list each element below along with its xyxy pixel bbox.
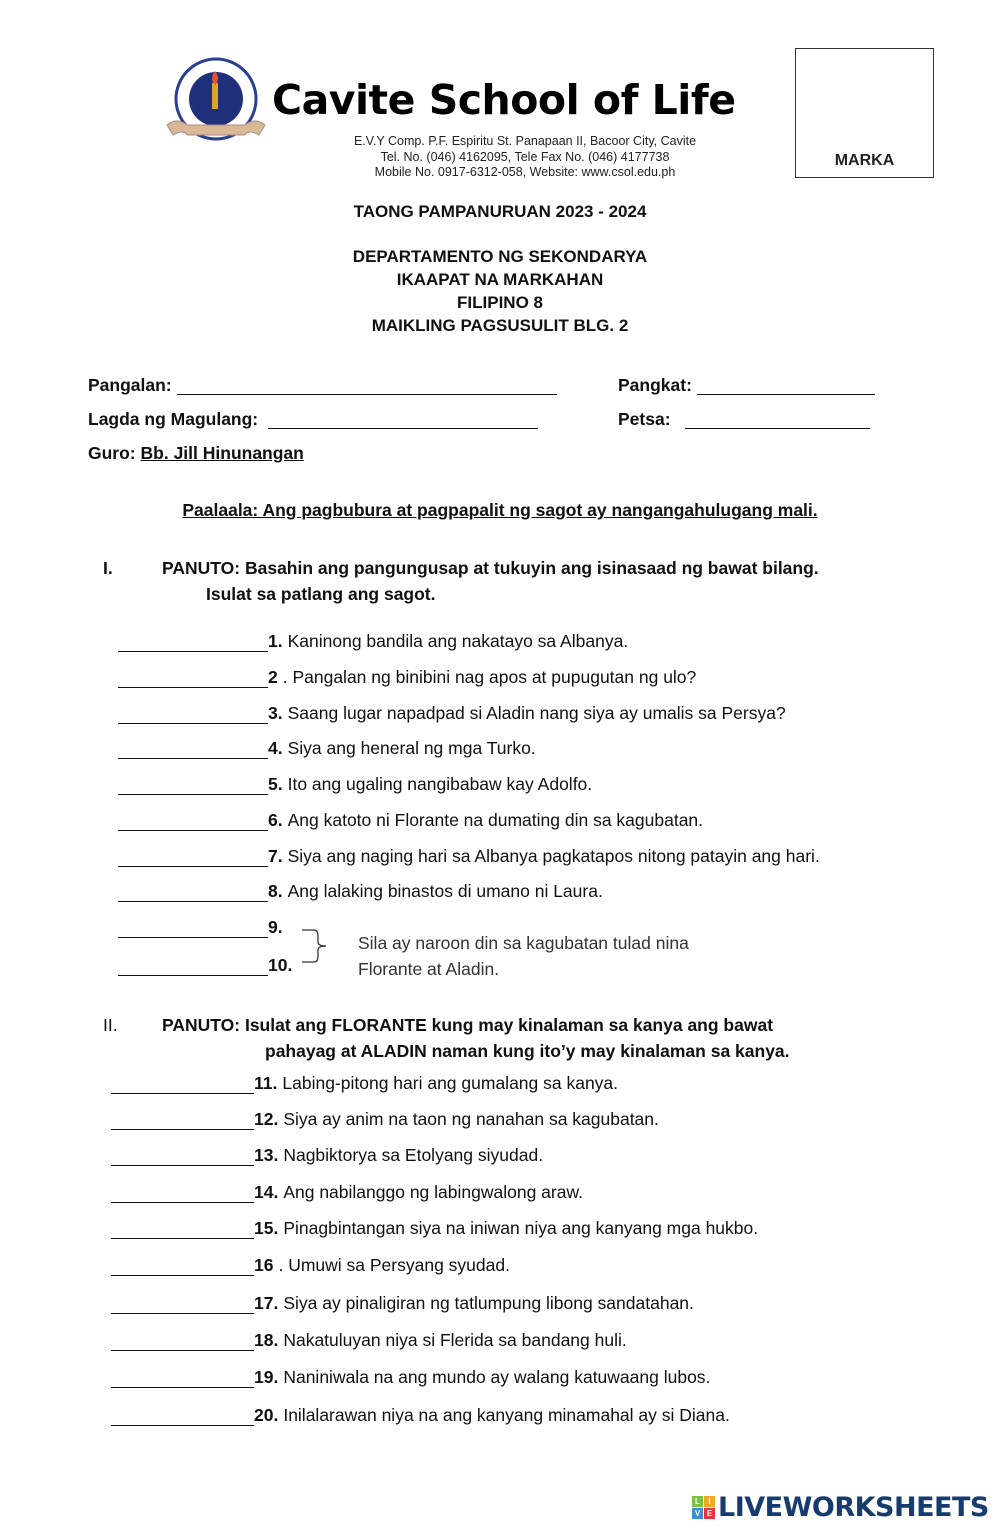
question-item: [118, 666, 696, 688]
question-item: [118, 702, 786, 724]
question-number: 16: [254, 1255, 274, 1275]
question-item: [111, 1144, 543, 1166]
section-input[interactable]: [697, 377, 875, 395]
question-text: Siya ang heneral ng mga Turko.: [287, 738, 536, 758]
reminder: Paalaala: Ang pagbubura at pagpapalit ng sagot ay nangangahulugang mali.: [182, 500, 818, 520]
question-text: Ito ang ugaling nangibabaw kay Adolfo.: [287, 774, 593, 794]
question-item: [118, 880, 603, 902]
question-item: [111, 1072, 618, 1094]
question-item: [111, 1366, 710, 1388]
answer-blank[interactable]: [111, 1256, 254, 1276]
question-item: [111, 1292, 694, 1314]
question-text: Pinagbintangan siya na iniwan niya ang kanyang mga hukbo.: [283, 1218, 759, 1238]
question-text: . Umuwi sa Persyang syudad.: [278, 1255, 510, 1275]
name-label: Pangalan:: [88, 375, 172, 395]
answer-blank[interactable]: [118, 847, 268, 867]
part2-instruction-line: PANUTO: Isulat ang FLORANTE kung may kinalaman sa kanya ang bawat: [162, 1015, 774, 1035]
answer-blank[interactable]: [118, 632, 268, 652]
question-item: [118, 954, 297, 976]
question-number: 8.: [268, 881, 283, 901]
question-text: Kaninong bandila ang nakatayo sa Albanya.: [287, 631, 629, 651]
question-text: Siya ay anim na taon ng nanahan sa kagubatan.: [283, 1109, 659, 1129]
part1-instruction-line: Isulat sa patlang ang sagot.: [206, 584, 436, 604]
question-item: [111, 1254, 510, 1276]
answer-blank[interactable]: [111, 1183, 254, 1203]
answer-blank[interactable]: [111, 1368, 254, 1388]
question-item: [111, 1404, 730, 1426]
answer-blank[interactable]: [111, 1074, 254, 1094]
answer-blank[interactable]: [118, 704, 268, 724]
parent-signature-label: Lagda ng Magulang:: [88, 409, 259, 429]
question-text: Nakatuluyan niya si Flerida sa bandang huli.: [283, 1330, 627, 1350]
question-text: Inilalarawan niya na ang kanyang minamahal ay si Diana.: [283, 1405, 730, 1425]
part2-instructions: [162, 1012, 790, 1064]
question-number: 1.: [268, 631, 283, 651]
name-field: [88, 375, 557, 396]
question-text: Sila ay naroon din sa kagubatan tulad nina: [358, 933, 689, 953]
parent-signature-input[interactable]: [268, 411, 538, 429]
school-address: [340, 134, 710, 181]
question-number: 2: [268, 667, 278, 687]
bracket-icon: [300, 928, 330, 968]
question-number: 13.: [254, 1145, 279, 1165]
question-number: 17.: [254, 1293, 279, 1313]
question-number: 11.: [254, 1073, 278, 1093]
question-number: 6.: [268, 810, 283, 830]
exam-title: [0, 245, 1000, 337]
section-field: [618, 375, 875, 396]
answer-blank[interactable]: [111, 1219, 254, 1239]
date-field: [618, 409, 870, 430]
watermark-text: LIVEWORKSHEETS: [718, 1492, 989, 1523]
question-number: 19.: [254, 1367, 279, 1387]
live-badge-icon: L I V E: [692, 1496, 715, 1519]
question-text: Labing-pitong hari ang gumalang sa kanya.: [282, 1073, 619, 1093]
quarter: IKAAPAT NA MARKAHAN: [396, 270, 604, 289]
question-number: 15.: [254, 1218, 279, 1238]
school-year: TAONG PAMPANURUAN 2023 - 2024: [353, 202, 647, 221]
question-number: 7.: [268, 846, 283, 866]
answer-blank[interactable]: [111, 1331, 254, 1351]
part1-instructions: [162, 555, 819, 607]
answer-blank[interactable]: [111, 1146, 254, 1166]
answer-blank[interactable]: [118, 668, 268, 688]
teacher-name: Bb. Jill Hinunangan: [140, 443, 304, 463]
question-item: [118, 845, 820, 867]
question-number: 12.: [254, 1109, 279, 1129]
question-text: Ang katoto ni Florante na dumating din sa kagubatan.: [287, 810, 704, 830]
question-item: [111, 1108, 659, 1130]
answer-blank[interactable]: [111, 1110, 254, 1130]
question-item: [111, 1181, 583, 1203]
phone-line: Tel. No. (046) 4162095, Tele Fax No. (046) 4177738: [380, 149, 670, 164]
school-logo: [165, 55, 267, 147]
quiz-number: MAIKLING PAGSUSULIT BLG. 2: [371, 316, 629, 335]
question-item: [118, 916, 288, 938]
question-number: 18.: [254, 1330, 279, 1350]
department: DEPARTAMENTO NG SEKONDARYA: [352, 247, 648, 266]
answer-blank[interactable]: [118, 956, 268, 976]
question-text: Nagbiktorya sa Etolyang siyudad.: [283, 1145, 544, 1165]
subject: FILIPINO 8: [457, 293, 543, 312]
question-number: 20.: [254, 1405, 279, 1425]
question-number: 4.: [268, 738, 283, 758]
name-input[interactable]: [177, 377, 557, 395]
question-item: [118, 737, 536, 759]
date-label: Petsa:: [618, 409, 671, 429]
part2-numeral: II.: [103, 1015, 118, 1035]
question-text: Ang lalaking binastos di umano ni Laura.: [287, 881, 603, 901]
question-text: Naniniwala na ang mundo ay walang katuwaang lubos.: [283, 1367, 711, 1387]
question-item: [118, 630, 628, 652]
liveworksheets-watermark: [692, 1492, 989, 1523]
answer-blank[interactable]: [118, 882, 268, 902]
mobile-website-line: Mobile No. 0917-6312-058, Website: www.csol.edu.ph: [374, 165, 676, 179]
question-item: [111, 1329, 627, 1351]
school-name: Cavite School of Life: [272, 76, 736, 124]
question-number: 5.: [268, 774, 283, 794]
question-text: Ang nabilanggo ng labingwalong araw.: [283, 1182, 584, 1202]
items-9-10-question: [358, 930, 689, 982]
part2-instruction-line: pahayag at ALADIN naman kung ito’y may kinalaman sa kanya.: [265, 1041, 790, 1061]
question-item: [118, 809, 703, 831]
question-text: Florante at Aladin.: [358, 959, 500, 979]
answer-blank[interactable]: [118, 739, 268, 759]
teacher-field: [88, 443, 304, 464]
part1-instruction-line: PANUTO: Basahin ang pangungusap at tukuyin ang isinasaad ng bawat bilang.: [162, 558, 819, 578]
question-item: [118, 773, 592, 795]
answer-blank[interactable]: [118, 918, 268, 938]
question-number: 3.: [268, 703, 283, 723]
teacher-label: Guro:: [88, 443, 136, 463]
answer-blank[interactable]: [111, 1294, 254, 1314]
address-line: E.V.Y Comp. P.F. Espiritu St. Panapaan II, Bacoor City, Cavite: [353, 134, 697, 148]
question-number: 10.: [268, 955, 293, 975]
question-text: Siya ay pinaligiran ng tatlumpung libong sandatahan.: [283, 1293, 694, 1313]
answer-blank[interactable]: [118, 811, 268, 831]
answer-blank[interactable]: [111, 1406, 254, 1426]
parent-signature-field: [88, 409, 538, 430]
date-input[interactable]: [685, 411, 870, 429]
question-number: 14.: [254, 1182, 279, 1202]
answer-blank[interactable]: [118, 775, 268, 795]
part1-numeral: I.: [103, 558, 113, 578]
score-box[interactable]: [795, 48, 934, 178]
question-text: Siya ang naging hari sa Albanya pagkatapos nitong patayin ang hari.: [287, 846, 820, 866]
question-item: [111, 1217, 758, 1239]
score-box-label: MARKA: [834, 152, 895, 169]
question-text: Saang lugar napadpad si Aladin nang siya ay umalis sa Persya?: [287, 703, 786, 723]
question-number: 9.: [268, 917, 283, 937]
section-label: Pangkat:: [618, 375, 692, 395]
question-text: . Pangalan ng binibini nag apos at pupugutan ng ulo?: [282, 667, 697, 687]
